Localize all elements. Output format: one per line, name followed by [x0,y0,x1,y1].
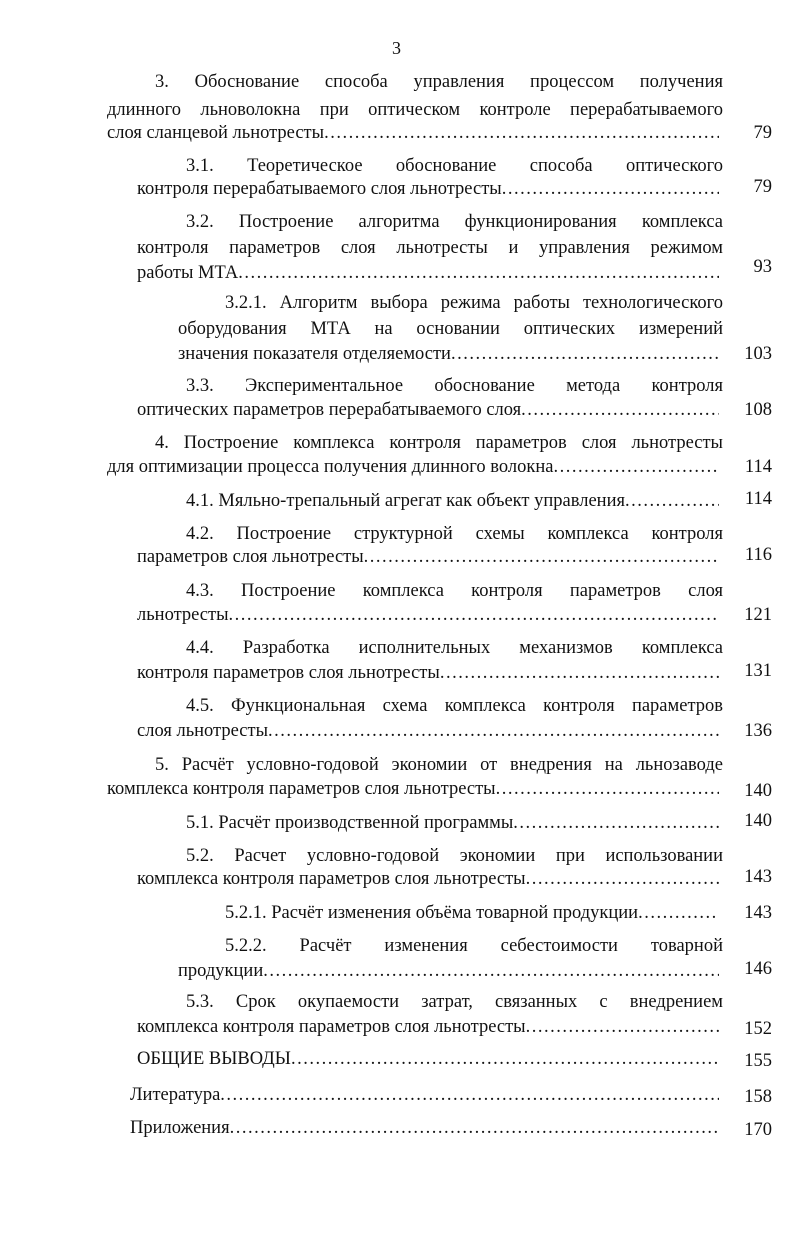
toc-entry-title: оптических параметров перерабатываемого слоя [137,400,522,420]
toc-entry-title: льнотресты [137,605,229,625]
toc-page-number: 152 [744,1019,772,1039]
toc-entry-text-line: 4.2. Построение структурной схемы комплекса контроля [186,524,723,544]
dot-leader [526,1013,719,1041]
toc-entry-title: слоя льнотресты [137,721,269,741]
toc-entry-title: комплекса контроля параметров слоя льнотресты [107,779,496,799]
page-number: 3 [392,38,401,58]
toc-page-number: 79 [753,123,772,143]
toc-entry-title: контроля перерабатываемого слоя льнотресты [137,179,502,199]
dot-leader [496,775,719,803]
toc-entry-text-line: 5.3. Срок окупаемости затрат, связанных с внедрением [186,992,723,1012]
toc-entry-title: 4.1. Мяльно-трепальный агрегат как объект управления [186,491,625,511]
toc-entry-text-line: 3. Обоснование способа управления процессом получения [155,72,723,92]
toc-page-number: 108 [744,400,772,420]
toc-entry-title: Приложения [130,1118,230,1138]
dot-leader [364,543,719,571]
toc-entry-title: Литература [130,1085,221,1105]
toc-entry-text-line: 5.2.2. Расчёт изменения себестоимости товарной [225,936,723,956]
toc-page-number: 116 [744,545,772,565]
toc-entry-text-line: оборудования МТА на основании оптических измерений [178,319,723,339]
dot-leader [268,717,719,745]
toc-entry-text-line: 4.4. Разработка исполнительных механизмов комплекса [186,638,723,658]
toc-entry-title: параметров слоя льнотресты [137,547,364,567]
toc-page-number: 103 [744,344,772,364]
toc-entry-title: комплекса контроля параметров слоя льнотресты [137,1017,526,1037]
dot-leader [263,957,719,985]
toc-entry-title: контроля параметров слоя льнотресты [137,663,440,683]
toc-entry-text-line: 4.5. Функциональная схема комплекса контроля параметров [186,696,723,716]
dot-leader [229,601,719,629]
toc-page-number: 93 [753,257,772,277]
toc-page-number: 170 [744,1120,772,1140]
dot-leader [521,396,719,424]
toc-page-number: 140 [744,781,772,801]
toc-entry-text-line: 5.2. Расчет условно-годовой экономии при использовании [186,846,723,866]
dot-leader [440,659,719,687]
dot-leader [553,453,719,481]
dot-leader [238,259,719,287]
toc-entry-text-line: длинного льноволокна при оптическом контроле перерабатываемого [107,100,723,120]
toc-entry-text-line: 4. Построение комплекса контроля параметров слоя льнотресты [155,433,723,453]
toc-page-number: 131 [744,661,772,681]
toc-page-number: 155 [744,1051,772,1071]
toc-entry-title: значения показателя отделяемости [178,344,451,364]
toc-entry-text-line: 4.3. Построение комплекса контроля параметров слоя [186,581,723,601]
toc-page-number: 143 [744,867,772,887]
toc-entry-text-line: контроля параметров слоя льнотресты и управления режимом [137,238,723,258]
toc-page-number: 114 [744,489,772,509]
dot-leader [451,340,719,368]
dot-leader [513,809,719,837]
toc-page-number: 79 [753,177,772,197]
dot-leader [638,899,719,927]
toc-entry-text-line: 3.3. Экспериментальное обоснование метода контроля [186,376,723,396]
dot-leader [324,119,719,147]
toc-entry-title: работы МТА [137,263,239,283]
dot-leader [526,865,719,893]
dot-leader [625,487,719,515]
toc-entry-text-line: 3.1. Теоретическое обоснование способа оптического [186,156,723,176]
toc-entry-text-line: 3.2.1. Алгоритм выбора режима работы технологического [225,293,723,313]
toc-entry-title: для оптимизации процесса получения длинного волокна [107,457,554,477]
toc-entry-title: комплекса контроля параметров слоя льнотресты [137,869,526,889]
toc-page-number: 121 [744,605,772,625]
toc-entry-text-line: 5. Расчёт условно-годовой экономии от внедрения на льнозаводе [155,755,723,775]
toc-page-number: 146 [744,959,772,979]
toc-entry-title: 5.2.1. Расчёт изменения объёма товарной продукции [225,903,639,923]
dot-leader [220,1081,719,1109]
toc-page-number: 136 [744,721,772,741]
toc-page-number: 158 [744,1087,772,1107]
toc-entry-title: 5.1. Расчёт производственной программы [186,813,514,833]
toc-page-number: 143 [744,903,772,923]
dot-leader [502,175,719,203]
toc-entry-title: ОБЩИЕ ВЫВОДЫ [137,1049,291,1069]
toc-page-number: 140 [744,811,772,831]
toc-entry-title: продукции [178,961,264,981]
dot-leader [291,1045,719,1073]
toc-page-number: 114 [744,457,772,477]
toc-entry-text-line: 3.2. Построение алгоритма функционирования комплекса [186,212,723,232]
dot-leader [230,1114,719,1142]
toc-entry-title: слоя сланцевой льнотресты [107,123,325,143]
